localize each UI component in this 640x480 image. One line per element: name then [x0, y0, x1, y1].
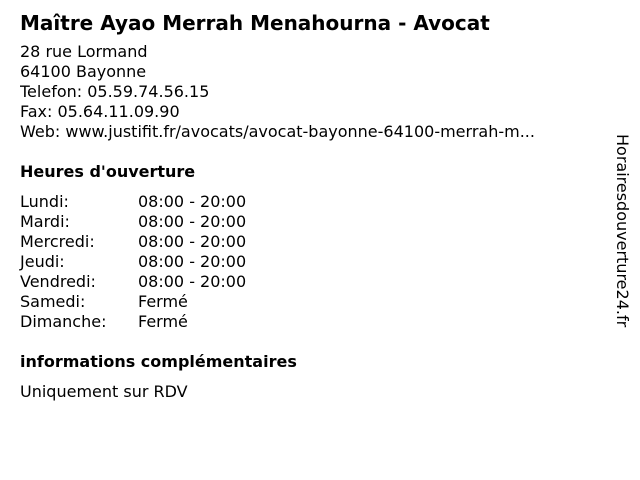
day-hours: Fermé — [138, 312, 188, 331]
postal-city: 64100 Bayonne — [20, 62, 147, 81]
hours-row-monday — [20, 192, 600, 212]
hours-row-tuesday — [20, 212, 600, 232]
hours-row-wednesday — [20, 232, 600, 252]
hours-row-thursday — [20, 252, 600, 272]
address-block — [20, 42, 600, 142]
day-hours: Fermé — [138, 292, 188, 311]
hours-table — [20, 192, 600, 332]
info-heading: informations complémentaires — [20, 352, 297, 371]
day-label: Lundi: — [20, 192, 69, 211]
street-address: 28 rue Lormand — [20, 42, 148, 61]
day-label: Mardi: — [20, 212, 70, 231]
hours-heading: Heures d'ouverture — [20, 162, 196, 181]
website-link[interactable]: www.justifit.fr/avocats/avocat-bayonne-64100-merrah-m... — [65, 122, 535, 141]
day-hours: 08:00 - 20:00 — [138, 252, 247, 271]
day-label: Samedi: — [20, 292, 86, 311]
business-title: Maître Ayao Merrah Menahourna - Avocat — [20, 11, 490, 35]
info-text: Uniquement sur RDV — [20, 382, 188, 401]
brand-watermark: Horairesdouverture24.fr — [613, 134, 632, 328]
phone-number[interactable]: Telefon: 05.59.74.56.15 — [20, 82, 210, 101]
website-line — [20, 122, 600, 142]
day-hours: 08:00 - 20:00 — [138, 272, 247, 291]
day-hours: 08:00 - 20:00 — [138, 232, 247, 251]
day-label: Dimanche: — [20, 312, 107, 331]
hours-row-saturday — [20, 292, 600, 312]
website-label: Web: — [20, 122, 61, 141]
day-label: Jeudi: — [20, 252, 65, 271]
day-hours: 08:00 - 20:00 — [138, 192, 247, 211]
business-card — [20, 10, 600, 402]
day-label: Vendredi: — [20, 272, 96, 291]
hours-row-friday — [20, 272, 600, 292]
day-label: Mercredi: — [20, 232, 95, 251]
fax-number: Fax: 05.64.11.09.90 — [20, 102, 180, 121]
hours-row-sunday — [20, 312, 600, 332]
day-hours: 08:00 - 20:00 — [138, 212, 247, 231]
